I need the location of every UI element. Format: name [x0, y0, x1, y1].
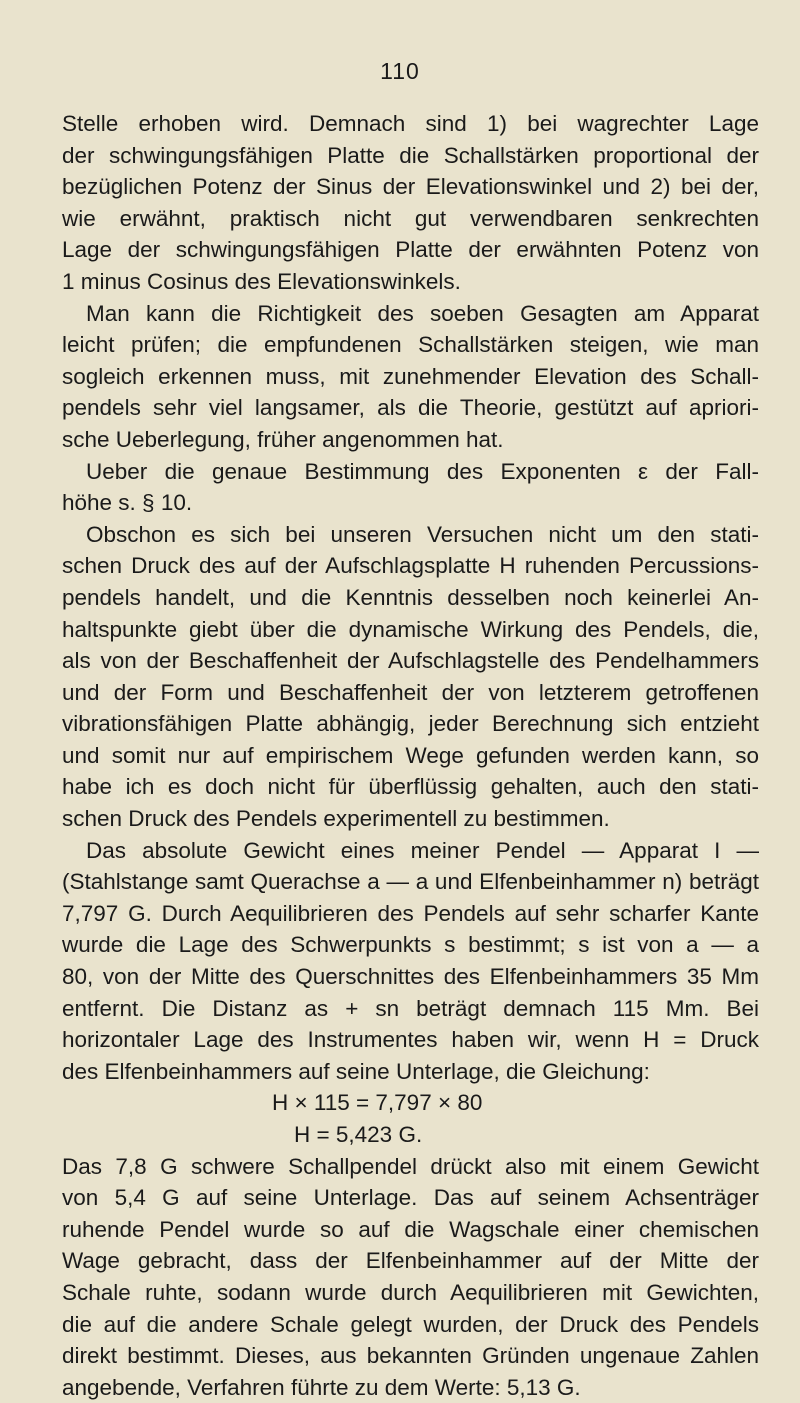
- equation-line: H × 115 = 7,797 × 80: [272, 1090, 483, 1116]
- text-line: von 5,4 G auf seine Unterlage. Das auf seinem Achsenträger: [62, 1185, 759, 1211]
- text-line: bezüglichen Potenz der Sinus der Elevationswinkel und 2) bei der,: [62, 174, 759, 200]
- text-line: sogleich erkennen muss, mit zunehmender Elevation des Schall-: [62, 363, 759, 389]
- text-line: angebende, Verfahren führte zu dem Werte: 5,13 G.: [62, 1374, 581, 1400]
- text-line: Stelle erhoben wird. Demnach sind 1) bei wagrechter Lage: [62, 111, 759, 136]
- text-line: habe ich es doch nicht für überflüssig gehalten, auch den stati-: [62, 774, 759, 800]
- text-line: und der Form und Beschaffenheit der von letzterem getroffenen: [62, 679, 759, 705]
- text-line: Schale ruhte, sodann wurde durch Aequilibrieren mit Gewichten,: [62, 1279, 759, 1305]
- paragraph-start-line: Man kann die Richtigkeit des soeben Gesagten am Apparat: [86, 300, 759, 326]
- equation-line: H = 5,423 G.: [294, 1122, 423, 1147]
- paragraph-start-line: Ueber die genaue Bestimmung des Exponenten ε der Fall-: [86, 458, 759, 484]
- text-line: sche Ueberlegung, früher angenommen hat.: [62, 426, 504, 452]
- text-line: 80, von der Mitte des Querschnittes des Elfenbeinhammers 35 Mm: [62, 964, 759, 990]
- body-text: [62, 108, 759, 1403]
- text-line: schen Druck des Pendels experimentell zu bestimmen.: [62, 806, 610, 832]
- text-line: wurde die Lage des Schwerpunkts s bestimmt; s ist von a — a: [62, 932, 759, 958]
- text-line: pendels sehr viel langsamer, als die Theorie, gestützt auf apriori-: [62, 395, 759, 421]
- text-line: leicht prüfen; die empfundenen Schallstärken steigen, wie man: [62, 332, 759, 358]
- text-line: direkt bestimmt. Dieses, aus bekannten Gründen ungenaue Zahlen: [62, 1343, 759, 1369]
- text-line: schen Druck des auf der Aufschlagsplatte H ruhenden Percussions-: [62, 553, 759, 579]
- text-line: und somit nur auf empirischem Wege gefunden werden kann, so: [62, 742, 759, 768]
- text-line: wie erwähnt, praktisch nicht gut verwendbaren senkrechten: [62, 205, 759, 231]
- text-line: vibrationsfähigen Platte abhängig, jeder Berechnung sich entzieht: [62, 711, 759, 737]
- text-line: entfernt. Die Distanz as + sn beträgt demnach 115 Mm. Bei: [62, 995, 759, 1021]
- paragraph-start-line: Das absolute Gewicht eines meiner Pendel — Apparat I —: [86, 837, 759, 863]
- text-line: haltspunkte giebt über die dynamische Wirkung des Pendels, die,: [62, 616, 759, 642]
- text-line: Lage der schwingungsfähigen Platte der erwähnten Potenz von: [62, 237, 759, 263]
- text-line: der schwingungsfähigen Platte die Schallstärken proportional der: [62, 142, 759, 168]
- text-line: höhe s. § 10.: [62, 490, 193, 516]
- text-line: 1 minus Cosinus des Elevationswinkels.: [62, 268, 461, 294]
- text-line: Das 7,8 G schwere Schallpendel drückt also mit einem Gewicht: [62, 1153, 759, 1179]
- text-line: die auf die andere Schale gelegt wurden, der Druck des Pendels: [62, 1311, 759, 1337]
- text-line: ruhende Pendel wurde so auf die Wagschale einer chemischen: [62, 1216, 759, 1242]
- text-line: Wage gebracht, dass der Elfenbeinhammer auf der Mitte der: [62, 1248, 759, 1274]
- text-line: pendels handelt, und die Kenntnis desselben noch keinerlei An-: [62, 584, 759, 610]
- text-line: horizontaler Lage des Instrumentes haben wir, wenn H = Druck: [62, 1027, 759, 1053]
- text-line: des Elfenbeinhammers auf seine Unterlage, die Gleichung:: [62, 1058, 650, 1084]
- text-line: als von der Beschaffenheit der Aufschlagstelle des Pendelhammers: [62, 648, 759, 674]
- page-number: 110: [380, 58, 420, 84]
- text-line: 7,797 G. Durch Aequilibrieren des Pendels auf sehr scharfer Kante: [62, 900, 759, 926]
- text-line: (Stahlstange samt Querachse a — a und Elfenbeinhammer n) beträgt: [62, 869, 759, 895]
- paragraph-start-line: Obschon es sich bei unseren Versuchen nicht um den stati-: [86, 521, 759, 547]
